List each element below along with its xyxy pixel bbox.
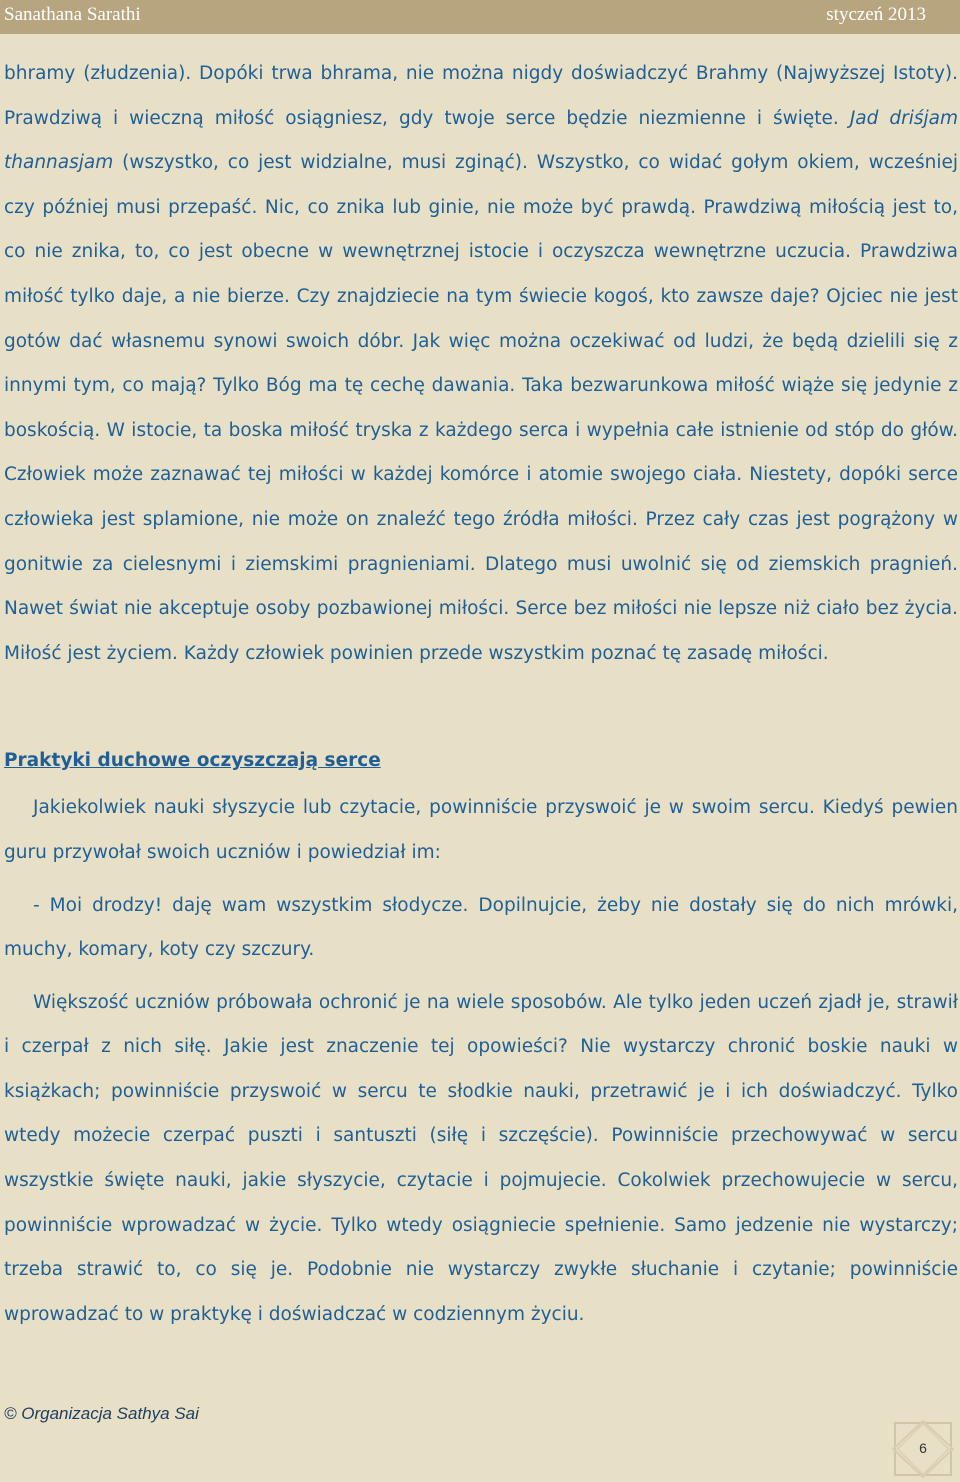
paragraph-1-text-b: (wszystko, co jest widzialne, musi zginąć). Wszystko, co widać gołym okiem, wcześniej czy później musi przepaść. Nic, co znika lub ginie, nie może być prawdą. Prawdziwą miłością jest to, co nie znika, to, co jest obecne w wewnętrznej istocie i oczyszcza wewnętrzne uczucia. Prawdziwa miłość tylko daje, a nie bierze. Czy znajdziecie na tym świecie kogoś, kto zawsze daje? Ojciec nie jest gotów dać własnemu synowi swoich dóbr. Jak więc można oczekiwać od ludzi, że będą dzielili się z innymi tym, co mają? Tylko Bóg ma tę cechę dawania. Taka bezwarunkowa miłość wiąże się jedynie z boskością. W istocie, ta boska miłość tryska z każdego serca i wypełnia całe istnienie od stóp do głów. Człowiek może zaznawać tej miłości w każdej komórce i atomie swojego ciała. Niestety, dopóki serce człowieka jest splamione, nie może on znaleźć tego źródła miłości. Przez cały czas jest pogrążony w gonitwie za cielesnymi i ziemskimi pragnieniami. Dlatego musi uwolnić się od ziemskich pragnień. Nawet świat nie akceptuje osoby pozbawionej miłości. Serce bez miłości nie lepsze niż ciało bez życia. Miłość jest życiem. Każdy człowiek powinien przede wszystkim poznać tę zasadę miłości. <box>4 152 958 664</box>
section-heading: Praktyki duchowe oczyszczają serce <box>4 750 381 772</box>
page-header <box>0 0 960 34</box>
paragraph-1 <box>4 52 958 676</box>
paragraph-2: Jakiekolwiek nauki słyszycie lub czytacie, powinniście przyswoić je w swoim sercu. Kiedyś pewien guru przywołał swoich uczniów i powiedział im: <box>4 797 958 863</box>
publication-title: Sanathana Sarathi <box>4 4 141 25</box>
copyright-notice: © Organizacja Sathya Sai <box>4 1404 199 1423</box>
issue-date: styczeń 2013 <box>826 4 926 25</box>
sanskrit-phrase: Jad driśjam thannasjam <box>4 107 958 174</box>
paragraph-1-text-a: bhramy (złudzenia). Dopóki trwa bhrama, nie można nigdy doświadczyć Brahmy (Najwyższej Istoty). Prawdziwą i wieczną miłość osiągniesz, gdy twoje serce będzie niezmienne i święte. <box>4 63 958 129</box>
page-number: 6 <box>919 1440 927 1456</box>
article-body <box>4 52 958 1337</box>
paragraph-4: Większość uczniów próbowała ochronić je na wiele sposobów. Ale tylko jeden uczeń zjadł je, strawił i czerpał z nich siłę. Jakie jest znaczenie tej opowieści? Nie wystarczy chronić boskie nauki w książkach; powinniście przyswoić w sercu te słodkie nauki, przetrawić je i ich doświadczyć. Tylko wtedy możecie czerpać puszti i santuszti (siłę i szczęście). Powinniście przechowywać w sercu wszystkie święte nauki, jakie słyszycie, czytacie i pojmujecie. Cokolwiek przechowujecie w sercu, powinniście wprowadzać w życie. Tylko wtedy osiągniecie spełnienie. Samo jedzenie nie wystarczy; trzeba strawić to, co się je. Podobnie nie wystarczy zwykłe słuchanie i czytanie; powinniście wprowadzać to w praktykę i doświadczać w codziennym życiu. <box>4 991 958 1325</box>
page-number-badge <box>892 1420 954 1478</box>
paragraph-3: - Moi drodzy! daję wam wszystkim słodycze. Dopilnujcie, żeby nie dostały się do nich mrówki, muchy, komary, koty czy szczury. <box>4 894 958 961</box>
